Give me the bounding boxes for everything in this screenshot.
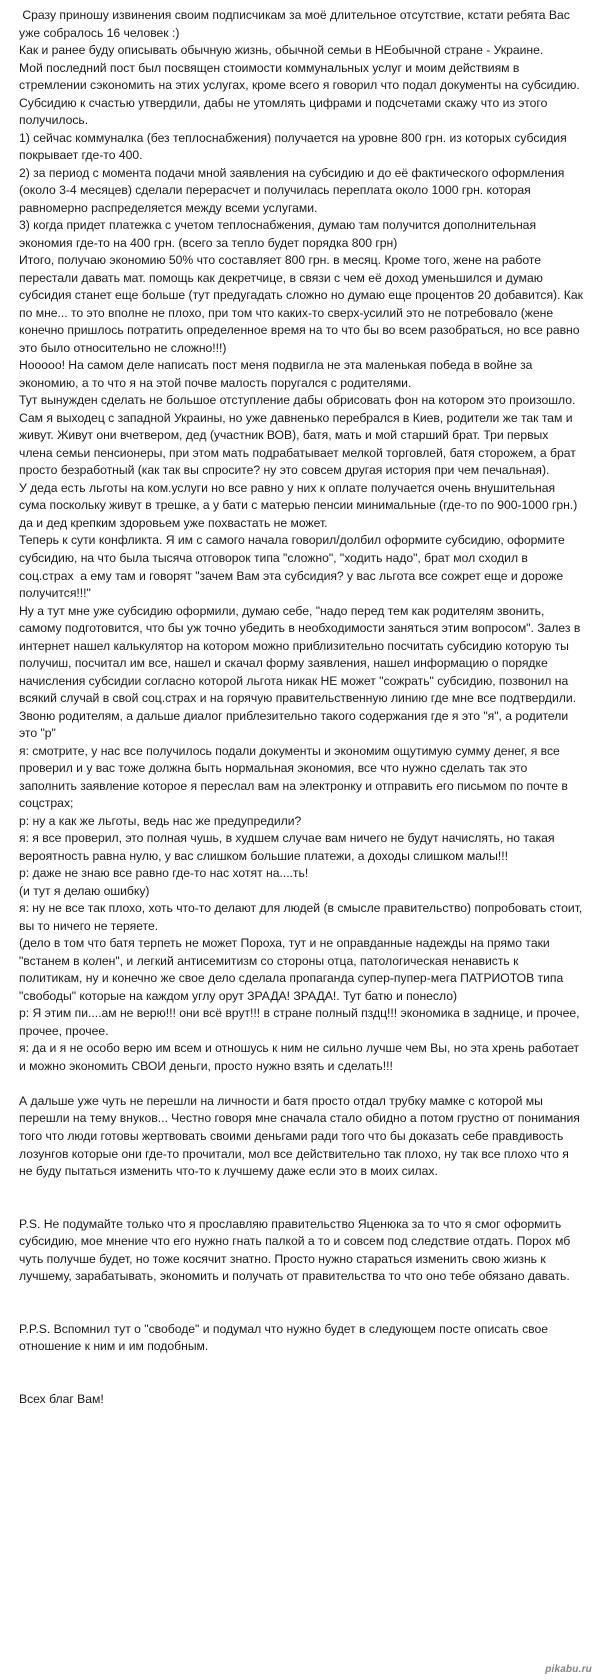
- post-paragraph: р: ну а как же льготы, ведь нас же предупредили?: [19, 813, 302, 828]
- post-paragraph: 1) сейчас коммуналка (без теплоснабжения) получается на уровне 800 грн. из которых субсидия покрывает где-то 400.: [19, 130, 571, 163]
- post-paragraph: Тут вынужден сделать не большое отступление дабы обрисовать фон на котором это произошло.: [19, 393, 576, 408]
- paragraph-spacer: [19, 1075, 585, 1093]
- post-paragraph: Теперь к сути конфликта. Я им с самого начала говорил/долбил оформите субсидию, оформите субсидию, на что была тысяча отговорок типа "сложно", "ходить надо", брат мол сходил в соц.страх а ему там и говорят "зачем Вам эта субсидия? у вас льгота все сожрет еще и дороже получится!!!": [19, 533, 569, 601]
- post-paragraph: Сам я выходец с западной Украины, но уже давненько перебрался в Киев, родители же так там и живут. Живут они вчетвером, дед (участник ВОВ), батя, мать и мой старший брат. Три первых члена семьи пенсионеры, при этом мать подрабатывает мелкой торговлей, батя сторожем, а брат просто безработный (как так вы спросите? ну это совсем другая история при чем печальная).: [19, 410, 580, 478]
- post-paragraph: р: Я этим пи....ам не верю!!! они всё врут!!! в стране полный пздц!!! экономика в заднице, и прочее, прочее, прочее.: [19, 1006, 583, 1038]
- paragraph-spacer: [19, 1286, 585, 1304]
- post-paragraph: (и тут я делаю ошибку): [19, 883, 150, 898]
- post-paragraph: 2) за период с момента подачи мной заявления на субсидию и до её фактического оформления (около 3-4 месяцев) сделали перерасчет и получилась переплата около 1000 грн. которая равномерно распределяется между всеми услугами.: [19, 165, 568, 215]
- paragraph-spacer: [19, 1181, 585, 1199]
- post-paragraph: я: я все проверил, это полная чушь, в худшем случае вам ничего не будут начислять, но такая вероятность равна нулю, у вас слишком большие платежи, а доходы слишком малы!!!: [19, 831, 558, 863]
- pikabu-watermark: pikabu.ru: [545, 1664, 592, 1675]
- post-paragraph: У деда есть льготы на ком.услуги но все равно у них к оплате получается очень внушительная сума поскольку живут в трешке, а у бати с матерью пенсии минимальные (где-то по 900-1000 грн.) да и дед крепким здоровьем уже похвастать не может.: [19, 480, 581, 530]
- post-paragraph: А дальше уже чуть не перешли на личности и батя просто отдал трубку мамке с которой мы перешли на тему внуков... Честно говоря мне сначала стало обидно а потом грустно от понимания того что люди готовы жертвовать своими деньгами ради того что бы доказать себе правдивость лозунгов которые они где-то прочитали, мол все действительно так плохо, ну так все плохо что я не буду пытаться изменить что-то к лучшему даже если это в моих силах.: [19, 1093, 584, 1179]
- post-paragraph: Итого, получаю экономию 50% что составляет 800 грн. в месяц. Кроме того, жене на работе перестали давать мат. помощь как декретчице, в связи с чем её доход уменьшился и думаю субсидия станет еще больше (тут предугадать сложно но думаю еще процентов 20 добавится). Как по мне... то это вполне не плохо, при том что каких-то сверх-усилий это не потребовало (жене конечно пришлось потратить определенное время на то что бы во всем разобраться, но все равно это было относительно не сложно!!!): [19, 253, 587, 355]
- post-paragraph: Всех благ Вам!: [19, 1391, 104, 1406]
- post-paragraph: я: да и я не особо верю им всем и отношусь к ним не сильно лучше чем Вы, но эта хрень работает и можно экономить СВОИ деньги, просто нужно взять и сделать!!!: [19, 1041, 583, 1073]
- post-paragraph: Нооооо! На самом деле написать пост меня подвигла не эта маленькая победа в войне за экономию, а то что я на этой почве малость поругался с родителями.: [19, 358, 536, 390]
- post-paragraph: 3) когда придет платежка с учетом теплоснабжения, думаю там получится дополнительная экономия где-то на 400 грн. (всего за тепло будет порядка 800 грн): [19, 218, 540, 250]
- post-paragraph: я: ну не все так плохо, хоть что-то делают для людей (в смысле правительство) попробовать стоит, вы то ничего не теряете.: [19, 901, 586, 933]
- post-paragraph: P.S. Не подумайте только что я прославляю правительство Яценюка за то что я смог оформить субсидию, мое мнение что его нужно гнать палкой а то и совсем под следствие отдать. Порох мб чуть получше будет, но тоже косячит знатно. Просто нужно стараться изменить свою жизнь к лучшему, зарабатывать, экономить и получать от правительства то что оно тебе обязано давать.: [19, 1216, 574, 1284]
- post-paragraph: р: даже не знаю все равно где-то нас хотят на....ть!: [19, 866, 309, 881]
- post-paragraph: (дело в том что батя терпеть не может Пороха, тут и не оправданные надежды на прямо таки "встанем в колен", и легкий антисемитизм со стороны отца, патологическая ненависть к политикам, ну и конечно же свое дело сделала пропаганда супер-пупер-мега ПАТРИОТОВ типа "свободы" которые на каждом углу орут ЗРАДА! ЗРАДА!. Тут батю и понесло): [19, 936, 567, 1003]
- paragraph-spacer: [19, 1356, 585, 1374]
- post-paragraph: я: смотрите, у нас все получилось подали документы и экономим ощутимую сумму денег, я все проверил и у вас тоже должна быть нормальная экономия, все что нужно сделать так это заполнить заявление которое я переслал вам на электронку и отправить его письмом по почте в соцстрах;: [19, 743, 572, 811]
- post-paragraph: Звоню родителям, а дальше диалог приблезительно такого содержания где я это "я", а родители это "р": [19, 708, 572, 741]
- post-paragraph: Мой последний пост был посвящен стоимости коммунальных услуг и моим действиям в стремлении сэкономить на этих услугах, кроме всего я говорил что подал документы на субсидию. Субсидию к счастью утвердили, дабы не утомлять цифрами и подсчетами скажу что из этого получилось.: [19, 60, 584, 128]
- post-body: [19, 7, 585, 1408]
- paragraph-spacer: [19, 1198, 585, 1216]
- paragraph-spacer: [19, 1373, 585, 1391]
- post-paragraph: Ну а тут мне уже субсидию оформили, думаю себе, "надо перед тем как родителям звонить, самому подготовится, что бы уж точно убедить в необходимости заняться этим вопросом". Залез в интернет нашел калькулятор на котором можно приблизительно посчитать субсидию которую ты получиш, посчитал им все, нашел и скачал форму заявления, нашел информацию о порядке начисления субсидии согласно которой льгота никак НЕ может "сожрать" субсидию, позвонил на всякий случай в свой соц.страх и на горячую правительственную линию где мне все подтвердили.: [19, 603, 584, 706]
- post-paragraph: Сразу приношу извинения своим подписчикам за моё длительное отсутствие, кстати ребята Вас уже собралось 16 человек :): [19, 8, 574, 40]
- paragraph-spacer: [19, 1303, 585, 1321]
- post-paragraph: P.P.S. Вспомнил тут о "свободе" и подумал что нужно будет в следующем посте описать свое отношение к ним и им подобным.: [19, 1321, 552, 1354]
- post-paragraph: Как и ранее буду описывать обычную жизнь, обычной семьи в НЕобычной стране - Украине.: [19, 43, 544, 58]
